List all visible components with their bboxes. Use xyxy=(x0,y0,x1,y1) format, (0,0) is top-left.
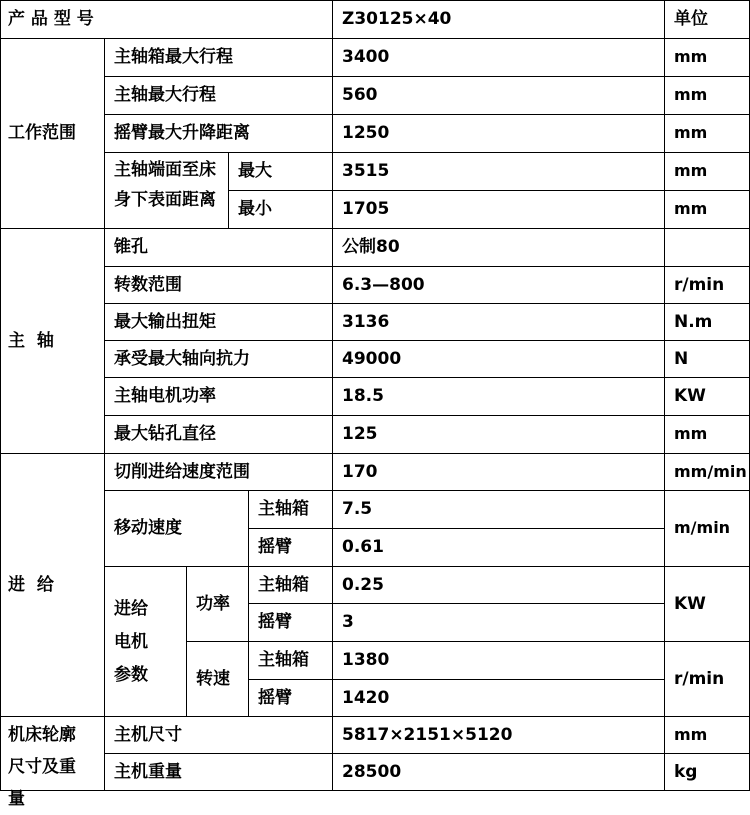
header-model-value: Z30125×40 xyxy=(342,9,452,29)
spindle-unit xyxy=(664,228,750,266)
spindle-param: 锥孔 xyxy=(114,237,148,257)
spindle-end-max-label: 最大 xyxy=(238,161,272,181)
work-range-unit: mm xyxy=(674,85,708,104)
spindle-end-max-unit: mm xyxy=(674,161,708,180)
power-arm-value: 3 xyxy=(342,612,354,632)
cutting-feed-value: 170 xyxy=(342,461,378,482)
speed-label: 转速 xyxy=(196,668,230,689)
move-speed-unit: m/min xyxy=(674,518,731,537)
machine-size-param: 主机尺寸 xyxy=(114,724,182,745)
spindle-unit: N xyxy=(674,348,689,369)
spindle-unit: r/min xyxy=(674,274,725,295)
work-range-param: 摇臂最大升降距离 xyxy=(114,123,250,143)
work-range-value: 560 xyxy=(342,85,378,105)
speed-arm-value: 1420 xyxy=(342,687,390,708)
spindle-end-max-value: 3515 xyxy=(342,161,390,181)
spindle-end-distance-param: 主轴端面至床身下表面距离 xyxy=(114,160,216,210)
feed-group-label: 进 给 xyxy=(8,574,54,595)
spindle-group-label: 主 轴 xyxy=(8,330,54,351)
spindle-value: 6.3—800 xyxy=(342,274,425,295)
move-speed-label: 移动速度 xyxy=(114,518,182,538)
header-model-label: 产 品 型 号 xyxy=(8,9,94,29)
move-arm-label: 摇臂 xyxy=(258,537,292,557)
spindle-param: 最大钻孔直径 xyxy=(114,424,216,444)
spindle-end-min-label: 最小 xyxy=(238,199,272,219)
spindle-value: 公制80 xyxy=(342,237,400,257)
move-arm-value: 0.61 xyxy=(342,537,384,557)
speed-headstock-value: 1380 xyxy=(342,650,390,670)
work-range-param: 主轴最大行程 xyxy=(114,85,216,105)
power-unit: KW xyxy=(674,593,706,614)
machine-size-value: 5817×2151×5120 xyxy=(342,724,513,745)
power-arm-label: 摇臂 xyxy=(258,612,292,632)
spindle-param: 主轴电机功率 xyxy=(114,386,216,406)
spindle-value: 49000 xyxy=(342,348,402,369)
grid-line xyxy=(0,790,750,791)
power-label: 功率 xyxy=(196,593,230,614)
work-range-param: 主轴箱最大行程 xyxy=(114,47,233,67)
spindle-unit: KW xyxy=(674,386,706,406)
spindle-value: 18.5 xyxy=(342,386,384,406)
spindle-unit: N.m xyxy=(674,311,713,332)
work-range-value: 1250 xyxy=(342,123,390,143)
cutting-feed-param: 切削进给速度范围 xyxy=(114,461,250,482)
spindle-param: 转数范围 xyxy=(114,274,182,295)
speed-arm-label: 摇臂 xyxy=(258,687,292,708)
spindle-param: 承受最大轴向抗力 xyxy=(114,348,250,369)
machine-weight-param: 主机重量 xyxy=(114,761,182,782)
spindle-param: 最大输出扭矩 xyxy=(114,311,216,332)
header-unit-label: 单位 xyxy=(674,9,708,29)
work-range-value: 3400 xyxy=(342,47,390,67)
work-range-unit: mm xyxy=(674,47,708,66)
work-range-group-label: 工作范围 xyxy=(8,123,76,143)
spindle-unit: mm xyxy=(674,424,708,443)
cutting-feed-unit: mm/min xyxy=(674,461,747,481)
feed-motor-label: 进给电机参数 xyxy=(114,598,148,685)
move-headstock-label: 主轴箱 xyxy=(258,499,309,519)
machine-weight-unit: kg xyxy=(674,761,698,782)
machine-weight-value: 28500 xyxy=(342,761,402,782)
spindle-value: 3136 xyxy=(342,311,390,332)
spindle-end-min-value: 1705 xyxy=(342,199,390,219)
power-headstock-value: 0.25 xyxy=(342,574,384,595)
move-headstock-value: 7.5 xyxy=(342,499,373,519)
speed-unit: r/min xyxy=(674,668,725,689)
spindle-value: 125 xyxy=(342,424,378,444)
spindle-end-min-unit: mm xyxy=(674,199,708,218)
power-headstock-label: 主轴箱 xyxy=(258,574,309,595)
work-range-unit: mm xyxy=(674,123,708,142)
speed-headstock-label: 主轴箱 xyxy=(258,650,309,670)
outline-group-label: 机床轮廓尺寸及重量 xyxy=(8,725,76,809)
machine-size-unit: mm xyxy=(674,724,708,744)
